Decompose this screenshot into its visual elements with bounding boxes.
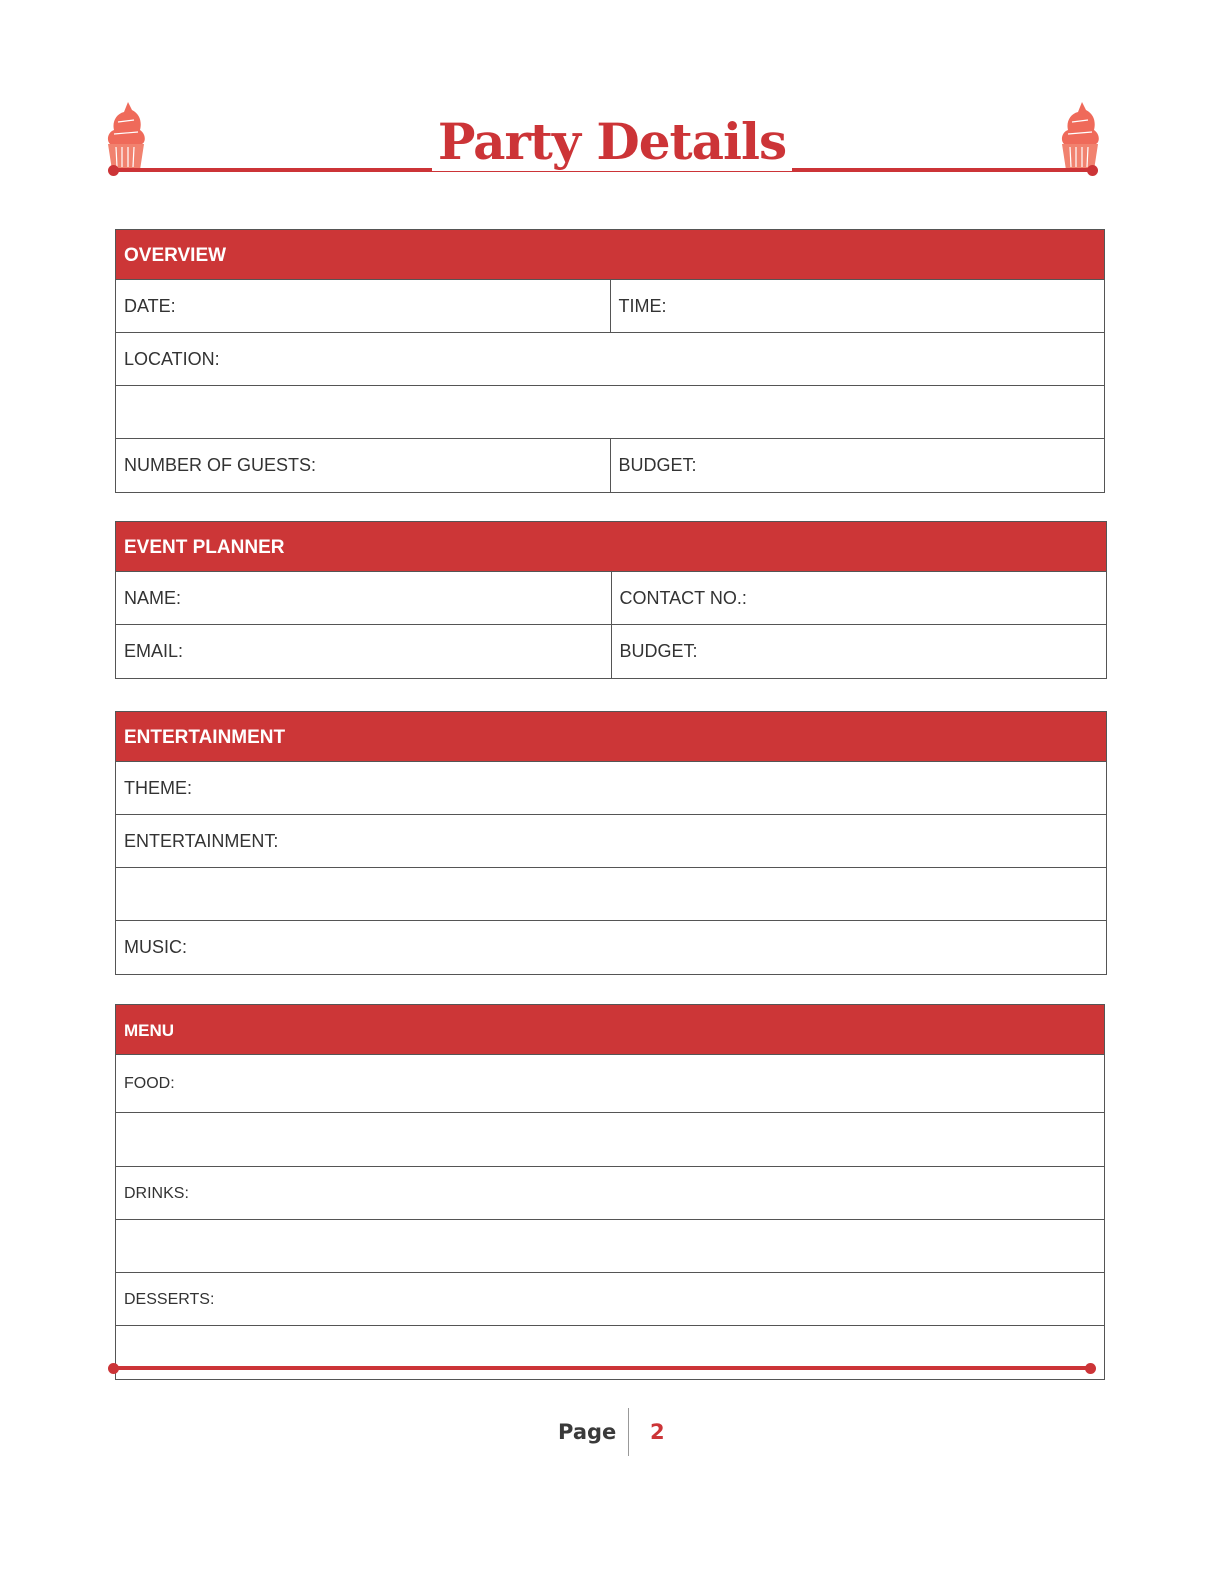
entertainment-field[interactable]: ENTERTAINMENT: xyxy=(124,831,279,851)
name-field[interactable]: NAME: xyxy=(124,588,182,608)
event-planner-section xyxy=(115,521,1107,679)
entertainment-section xyxy=(115,711,1107,975)
location-field-continued[interactable] xyxy=(116,386,1104,438)
page-label: Page xyxy=(558,1420,617,1444)
drinks-field[interactable]: DRINKS: xyxy=(124,1185,189,1202)
footer-separator xyxy=(628,1408,629,1456)
date-field[interactable]: DATE: xyxy=(124,296,176,316)
page-title-text: Party Details xyxy=(432,112,792,171)
menu-section xyxy=(115,1004,1105,1380)
divider-dot xyxy=(108,1363,119,1374)
contact-field[interactable]: CONTACT NO.: xyxy=(611,572,1107,624)
page-footer xyxy=(0,1408,1224,1456)
budget-field[interactable]: BUDGET: xyxy=(610,439,1105,492)
planner-budget-field[interactable]: BUDGET: xyxy=(611,625,1107,678)
guests-field[interactable]: NUMBER OF GUESTS: xyxy=(124,455,317,475)
email-field[interactable]: EMAIL: xyxy=(124,641,184,661)
entertainment-field-continued[interactable] xyxy=(116,868,1106,920)
time-field[interactable]: TIME: xyxy=(610,280,1105,332)
section-header: OVERVIEW xyxy=(116,230,1104,280)
desserts-field[interactable]: DESSERTS: xyxy=(124,1291,215,1308)
section-header: MENU xyxy=(116,1005,1104,1055)
section-header: EVENT PLANNER xyxy=(116,522,1106,572)
page-title xyxy=(0,112,1224,171)
music-field[interactable]: MUSIC: xyxy=(124,937,187,957)
location-field[interactable]: LOCATION: xyxy=(124,349,220,369)
footer-divider xyxy=(113,1366,1091,1370)
desserts-field-continued[interactable] xyxy=(116,1326,1104,1379)
theme-field[interactable]: THEME: xyxy=(124,778,193,798)
drinks-field-continued[interactable] xyxy=(116,1220,1104,1272)
divider-dot xyxy=(1085,1363,1096,1374)
section-header: ENTERTAINMENT xyxy=(116,712,1106,762)
food-field-continued[interactable] xyxy=(116,1113,1104,1166)
overview-section xyxy=(115,229,1105,493)
food-field[interactable]: FOOD: xyxy=(124,1075,175,1092)
page-number: 2 xyxy=(650,1420,665,1444)
